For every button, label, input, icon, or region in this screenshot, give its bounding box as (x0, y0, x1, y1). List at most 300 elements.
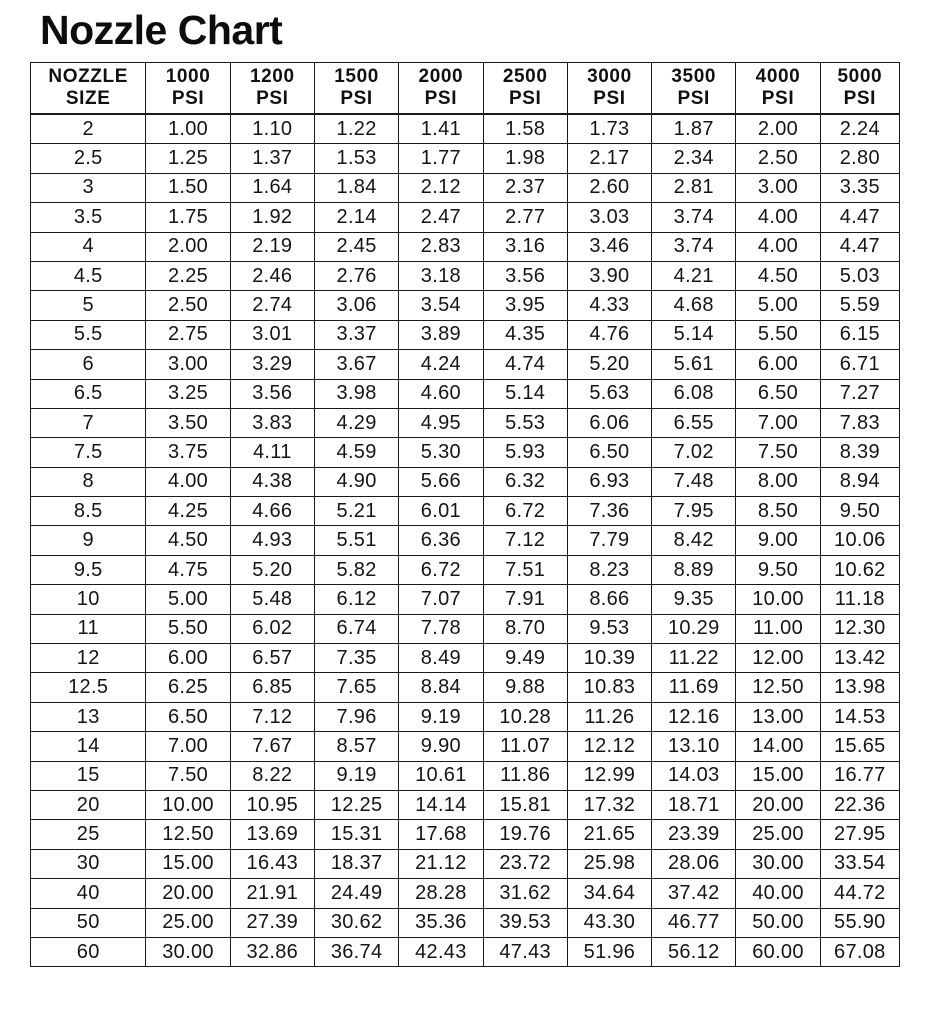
value-cell: 4.59 (314, 438, 398, 467)
table-row (31, 379, 900, 408)
value-cell: 1.53 (314, 144, 398, 173)
value-cell: 5.59 (820, 291, 899, 320)
value-cell: 12.99 (567, 761, 651, 790)
value-cell: 6.85 (230, 673, 314, 702)
value-cell: 12.50 (146, 820, 230, 849)
value-cell: 7.50 (146, 761, 230, 790)
value-cell: 11.69 (652, 673, 736, 702)
value-cell: 5.48 (230, 585, 314, 614)
value-cell: 1.77 (399, 144, 483, 173)
nozzle-size-cell: 14 (31, 732, 146, 761)
header-pressure (567, 63, 651, 115)
value-cell: 5.14 (652, 320, 736, 349)
value-cell: 6.36 (399, 526, 483, 555)
value-cell: 8.49 (399, 644, 483, 673)
table-row (31, 114, 900, 144)
table-row (31, 644, 900, 673)
value-cell: 7.95 (652, 497, 736, 526)
value-cell: 2.60 (567, 173, 651, 202)
header-nozzle-size-line2: SIZE (65, 88, 111, 109)
value-cell: 3.95 (483, 291, 567, 320)
header-nozzle-size-line1: NOZZLE (48, 66, 128, 87)
value-cell: 7.79 (567, 526, 651, 555)
value-cell: 3.18 (399, 261, 483, 290)
header-pressure-value: 3000 (587, 66, 632, 87)
value-cell: 6.32 (483, 467, 567, 496)
value-cell: 4.50 (736, 261, 820, 290)
header-pressure-value: 5000 (837, 66, 883, 87)
value-cell: 11.22 (652, 644, 736, 673)
value-cell: 9.49 (483, 644, 567, 673)
value-cell: 5.63 (567, 379, 651, 408)
value-cell: 22.36 (820, 790, 899, 819)
table-row (31, 497, 900, 526)
table-row (31, 467, 900, 496)
value-cell: 55.90 (820, 908, 899, 937)
value-cell: 11.07 (483, 732, 567, 761)
header-pressure-unit: PSI (424, 88, 458, 109)
header-pressure (399, 63, 483, 115)
value-cell: 4.93 (230, 526, 314, 555)
value-cell: 1.64 (230, 173, 314, 202)
value-cell: 11.26 (567, 702, 651, 731)
header-pressure-unit: PSI (843, 88, 877, 109)
value-cell: 43.30 (567, 908, 651, 937)
value-cell: 7.00 (146, 732, 230, 761)
table-row (31, 820, 900, 849)
value-cell: 21.91 (230, 879, 314, 908)
value-cell: 2.76 (314, 261, 398, 290)
value-cell: 12.30 (820, 614, 899, 643)
value-cell: 4.29 (314, 408, 398, 437)
value-cell: 15.00 (146, 849, 230, 878)
value-cell: 1.41 (399, 114, 483, 144)
nozzle-size-cell: 5.5 (31, 320, 146, 349)
table-row (31, 291, 900, 320)
nozzle-size-cell: 40 (31, 879, 146, 908)
value-cell: 15.00 (736, 761, 820, 790)
value-cell: 3.29 (230, 350, 314, 379)
value-cell: 3.46 (567, 232, 651, 261)
value-cell: 7.48 (652, 467, 736, 496)
header-pressure-value: 1500 (334, 66, 379, 87)
value-cell: 4.76 (567, 320, 651, 349)
value-cell: 2.81 (652, 173, 736, 202)
value-cell: 7.12 (483, 526, 567, 555)
value-cell: 2.50 (146, 291, 230, 320)
table-row (31, 732, 900, 761)
value-cell: 2.12 (399, 173, 483, 202)
value-cell: 56.12 (652, 937, 736, 966)
nozzle-size-cell: 20 (31, 790, 146, 819)
table-header (31, 63, 900, 115)
value-cell: 2.45 (314, 232, 398, 261)
value-cell: 42.43 (399, 937, 483, 966)
header-pressure-value: 1200 (249, 66, 295, 87)
value-cell: 2.75 (146, 320, 230, 349)
value-cell: 10.28 (483, 702, 567, 731)
value-cell: 10.95 (230, 790, 314, 819)
value-cell: 6.25 (146, 673, 230, 702)
value-cell: 6.01 (399, 497, 483, 526)
value-cell: 13.10 (652, 732, 736, 761)
header-pressure-unit: PSI (677, 88, 710, 109)
nozzle-size-cell: 11 (31, 614, 146, 643)
value-cell: 4.35 (483, 320, 567, 349)
value-cell: 11.00 (736, 614, 820, 643)
value-cell: 2.83 (399, 232, 483, 261)
value-cell: 5.50 (736, 320, 820, 349)
value-cell: 3.03 (567, 203, 651, 232)
header-pressure-unit: PSI (340, 88, 373, 109)
value-cell: 7.02 (652, 438, 736, 467)
table-row (31, 408, 900, 437)
nozzle-size-cell: 2 (31, 114, 146, 144)
value-cell: 3.16 (483, 232, 567, 261)
header-pressure (736, 63, 820, 115)
value-cell: 3.37 (314, 320, 398, 349)
value-cell: 8.70 (483, 614, 567, 643)
value-cell: 6.00 (736, 350, 820, 379)
nozzle-chart-table (30, 62, 900, 967)
header-pressure-unit: PSI (593, 88, 626, 109)
value-cell: 10.00 (146, 790, 230, 819)
value-cell: 2.19 (230, 232, 314, 261)
value-cell: 10.61 (399, 761, 483, 790)
value-cell: 14.00 (736, 732, 820, 761)
value-cell: 33.54 (820, 849, 899, 878)
value-cell: 1.00 (146, 114, 230, 144)
value-cell: 28.28 (399, 879, 483, 908)
value-cell: 12.25 (314, 790, 398, 819)
value-cell: 13.42 (820, 644, 899, 673)
table-row (31, 702, 900, 731)
value-cell: 21.65 (567, 820, 651, 849)
value-cell: 46.77 (652, 908, 736, 937)
value-cell: 2.77 (483, 203, 567, 232)
value-cell: 13.00 (736, 702, 820, 731)
value-cell: 4.47 (820, 203, 899, 232)
value-cell: 9.19 (314, 761, 398, 790)
value-cell: 5.61 (652, 350, 736, 379)
value-cell: 6.50 (567, 438, 651, 467)
value-cell: 5.93 (483, 438, 567, 467)
value-cell: 4.00 (736, 203, 820, 232)
value-cell: 8.94 (820, 467, 899, 496)
value-cell: 8.39 (820, 438, 899, 467)
value-cell: 18.71 (652, 790, 736, 819)
nozzle-size-cell: 8 (31, 467, 146, 496)
value-cell: 35.36 (399, 908, 483, 937)
value-cell: 8.23 (567, 555, 651, 584)
value-cell: 34.64 (567, 879, 651, 908)
value-cell: 1.22 (314, 114, 398, 144)
value-cell: 9.19 (399, 702, 483, 731)
value-cell: 6.02 (230, 614, 314, 643)
value-cell: 25.00 (736, 820, 820, 849)
nozzle-size-cell: 9.5 (31, 555, 146, 584)
table-row (31, 173, 900, 202)
value-cell: 5.51 (314, 526, 398, 555)
value-cell: 5.03 (820, 261, 899, 290)
value-cell: 7.51 (483, 555, 567, 584)
value-cell: 9.53 (567, 614, 651, 643)
value-cell: 1.84 (314, 173, 398, 202)
value-cell: 3.89 (399, 320, 483, 349)
value-cell: 6.06 (567, 408, 651, 437)
table-body (31, 114, 900, 967)
nozzle-size-cell: 12.5 (31, 673, 146, 702)
value-cell: 6.12 (314, 585, 398, 614)
value-cell: 27.95 (820, 820, 899, 849)
value-cell: 5.00 (736, 291, 820, 320)
value-cell: 4.11 (230, 438, 314, 467)
value-cell: 10.00 (736, 585, 820, 614)
value-cell: 5.82 (314, 555, 398, 584)
value-cell: 5.30 (399, 438, 483, 467)
header-pressure (230, 63, 314, 115)
value-cell: 4.21 (652, 261, 736, 290)
table-row (31, 849, 900, 878)
nozzle-size-cell: 4.5 (31, 261, 146, 290)
value-cell: 39.53 (483, 908, 567, 937)
value-cell: 3.06 (314, 291, 398, 320)
value-cell: 2.25 (146, 261, 230, 290)
value-cell: 8.22 (230, 761, 314, 790)
value-cell: 44.72 (820, 879, 899, 908)
value-cell: 1.25 (146, 144, 230, 173)
value-cell: 12.00 (736, 644, 820, 673)
value-cell: 6.74 (314, 614, 398, 643)
value-cell: 4.00 (736, 232, 820, 261)
value-cell: 3.00 (736, 173, 820, 202)
value-cell: 5.50 (146, 614, 230, 643)
value-cell: 2.74 (230, 291, 314, 320)
table-row (31, 879, 900, 908)
value-cell: 8.42 (652, 526, 736, 555)
value-cell: 10.29 (652, 614, 736, 643)
table-row (31, 761, 900, 790)
table-row (31, 937, 900, 966)
value-cell: 9.90 (399, 732, 483, 761)
nozzle-size-cell: 9 (31, 526, 146, 555)
value-cell: 4.00 (146, 467, 230, 496)
value-cell: 7.67 (230, 732, 314, 761)
header-pressure-value: 2000 (418, 66, 464, 87)
value-cell: 3.00 (146, 350, 230, 379)
table-row (31, 908, 900, 937)
value-cell: 7.91 (483, 585, 567, 614)
table-row (31, 144, 900, 173)
value-cell: 2.24 (820, 114, 899, 144)
value-cell: 4.33 (567, 291, 651, 320)
nozzle-size-cell: 7.5 (31, 438, 146, 467)
value-cell: 1.87 (652, 114, 736, 144)
value-cell: 7.35 (314, 644, 398, 673)
value-cell: 14.53 (820, 702, 899, 731)
value-cell: 9.00 (736, 526, 820, 555)
value-cell: 7.65 (314, 673, 398, 702)
value-cell: 2.46 (230, 261, 314, 290)
value-cell: 7.78 (399, 614, 483, 643)
value-cell: 11.18 (820, 585, 899, 614)
value-cell: 14.03 (652, 761, 736, 790)
value-cell: 2.00 (146, 232, 230, 261)
nozzle-size-cell: 8.5 (31, 497, 146, 526)
table-row (31, 261, 900, 290)
header-pressure-value: 1000 (165, 66, 211, 87)
table-row (31, 555, 900, 584)
value-cell: 1.98 (483, 144, 567, 173)
value-cell: 1.10 (230, 114, 314, 144)
header-pressure-value: 4000 (755, 66, 801, 87)
value-cell: 9.35 (652, 585, 736, 614)
table-row (31, 673, 900, 702)
value-cell: 16.77 (820, 761, 899, 790)
value-cell: 1.73 (567, 114, 651, 144)
value-cell: 51.96 (567, 937, 651, 966)
value-cell: 1.50 (146, 173, 230, 202)
nozzle-size-cell: 12 (31, 644, 146, 673)
nozzle-size-cell: 6.5 (31, 379, 146, 408)
value-cell: 4.68 (652, 291, 736, 320)
nozzle-size-cell: 30 (31, 849, 146, 878)
value-cell: 6.57 (230, 644, 314, 673)
value-cell: 3.74 (652, 232, 736, 261)
value-cell: 18.37 (314, 849, 398, 878)
value-cell: 3.83 (230, 408, 314, 437)
value-cell: 6.50 (146, 702, 230, 731)
value-cell: 15.81 (483, 790, 567, 819)
value-cell: 7.96 (314, 702, 398, 731)
value-cell: 15.65 (820, 732, 899, 761)
value-cell: 2.47 (399, 203, 483, 232)
value-cell: 17.68 (399, 820, 483, 849)
nozzle-size-cell: 3 (31, 173, 146, 202)
value-cell: 5.20 (567, 350, 651, 379)
value-cell: 2.14 (314, 203, 398, 232)
header-pressure (820, 63, 899, 115)
value-cell: 19.76 (483, 820, 567, 849)
value-cell: 16.43 (230, 849, 314, 878)
value-cell: 67.08 (820, 937, 899, 966)
value-cell: 3.56 (230, 379, 314, 408)
nozzle-size-cell: 15 (31, 761, 146, 790)
value-cell: 3.90 (567, 261, 651, 290)
value-cell: 47.43 (483, 937, 567, 966)
header-pressure-value: 3500 (671, 66, 717, 87)
value-cell: 3.50 (146, 408, 230, 437)
value-cell: 9.88 (483, 673, 567, 702)
nozzle-size-cell: 60 (31, 937, 146, 966)
value-cell: 27.39 (230, 908, 314, 937)
nozzle-size-cell: 3.5 (31, 203, 146, 232)
value-cell: 8.66 (567, 585, 651, 614)
value-cell: 7.36 (567, 497, 651, 526)
table-row (31, 790, 900, 819)
header-pressure (652, 63, 736, 115)
value-cell: 8.89 (652, 555, 736, 584)
value-cell: 31.62 (483, 879, 567, 908)
value-cell: 36.74 (314, 937, 398, 966)
value-cell: 1.92 (230, 203, 314, 232)
value-cell: 30.00 (736, 849, 820, 878)
table-row (31, 320, 900, 349)
value-cell: 20.00 (736, 790, 820, 819)
value-cell: 1.75 (146, 203, 230, 232)
value-cell: 30.62 (314, 908, 398, 937)
value-cell: 5.00 (146, 585, 230, 614)
value-cell: 5.66 (399, 467, 483, 496)
value-cell: 8.00 (736, 467, 820, 496)
value-cell: 3.25 (146, 379, 230, 408)
value-cell: 25.98 (567, 849, 651, 878)
value-cell: 4.25 (146, 497, 230, 526)
value-cell: 30.00 (146, 937, 230, 966)
value-cell: 9.50 (736, 555, 820, 584)
value-cell: 2.50 (736, 144, 820, 173)
value-cell: 4.66 (230, 497, 314, 526)
value-cell: 4.60 (399, 379, 483, 408)
value-cell: 6.50 (736, 379, 820, 408)
header-pressure (314, 63, 398, 115)
value-cell: 24.49 (314, 879, 398, 908)
value-cell: 10.62 (820, 555, 899, 584)
value-cell: 3.54 (399, 291, 483, 320)
value-cell: 2.37 (483, 173, 567, 202)
value-cell: 28.06 (652, 849, 736, 878)
value-cell: 2.17 (567, 144, 651, 173)
header-pressure-unit: PSI (256, 88, 289, 109)
value-cell: 7.00 (736, 408, 820, 437)
value-cell: 4.95 (399, 408, 483, 437)
value-cell: 4.74 (483, 350, 567, 379)
value-cell: 10.06 (820, 526, 899, 555)
nozzle-size-cell: 50 (31, 908, 146, 937)
header-pressure-unit: PSI (171, 88, 205, 109)
value-cell: 3.98 (314, 379, 398, 408)
page-title: Nozzle Chart (40, 7, 283, 53)
value-cell: 4.75 (146, 555, 230, 584)
table-row (31, 438, 900, 467)
value-cell: 3.56 (483, 261, 567, 290)
value-cell: 8.50 (736, 497, 820, 526)
header-pressure (146, 63, 230, 115)
table-row (31, 350, 900, 379)
value-cell: 12.50 (736, 673, 820, 702)
value-cell: 13.69 (230, 820, 314, 849)
header-pressure (483, 63, 567, 115)
value-cell: 7.83 (820, 408, 899, 437)
nozzle-size-cell: 4 (31, 232, 146, 261)
value-cell: 2.00 (736, 114, 820, 144)
value-cell: 6.00 (146, 644, 230, 673)
value-cell: 3.75 (146, 438, 230, 467)
value-cell: 5.21 (314, 497, 398, 526)
value-cell: 7.12 (230, 702, 314, 731)
value-cell: 9.50 (820, 497, 899, 526)
value-cell: 13.98 (820, 673, 899, 702)
nozzle-size-cell: 7 (31, 408, 146, 437)
nozzle-size-cell: 10 (31, 585, 146, 614)
value-cell: 21.12 (399, 849, 483, 878)
value-cell: 5.14 (483, 379, 567, 408)
value-cell: 11.86 (483, 761, 567, 790)
value-cell: 1.58 (483, 114, 567, 144)
value-cell: 25.00 (146, 908, 230, 937)
value-cell: 6.72 (483, 497, 567, 526)
value-cell: 23.72 (483, 849, 567, 878)
